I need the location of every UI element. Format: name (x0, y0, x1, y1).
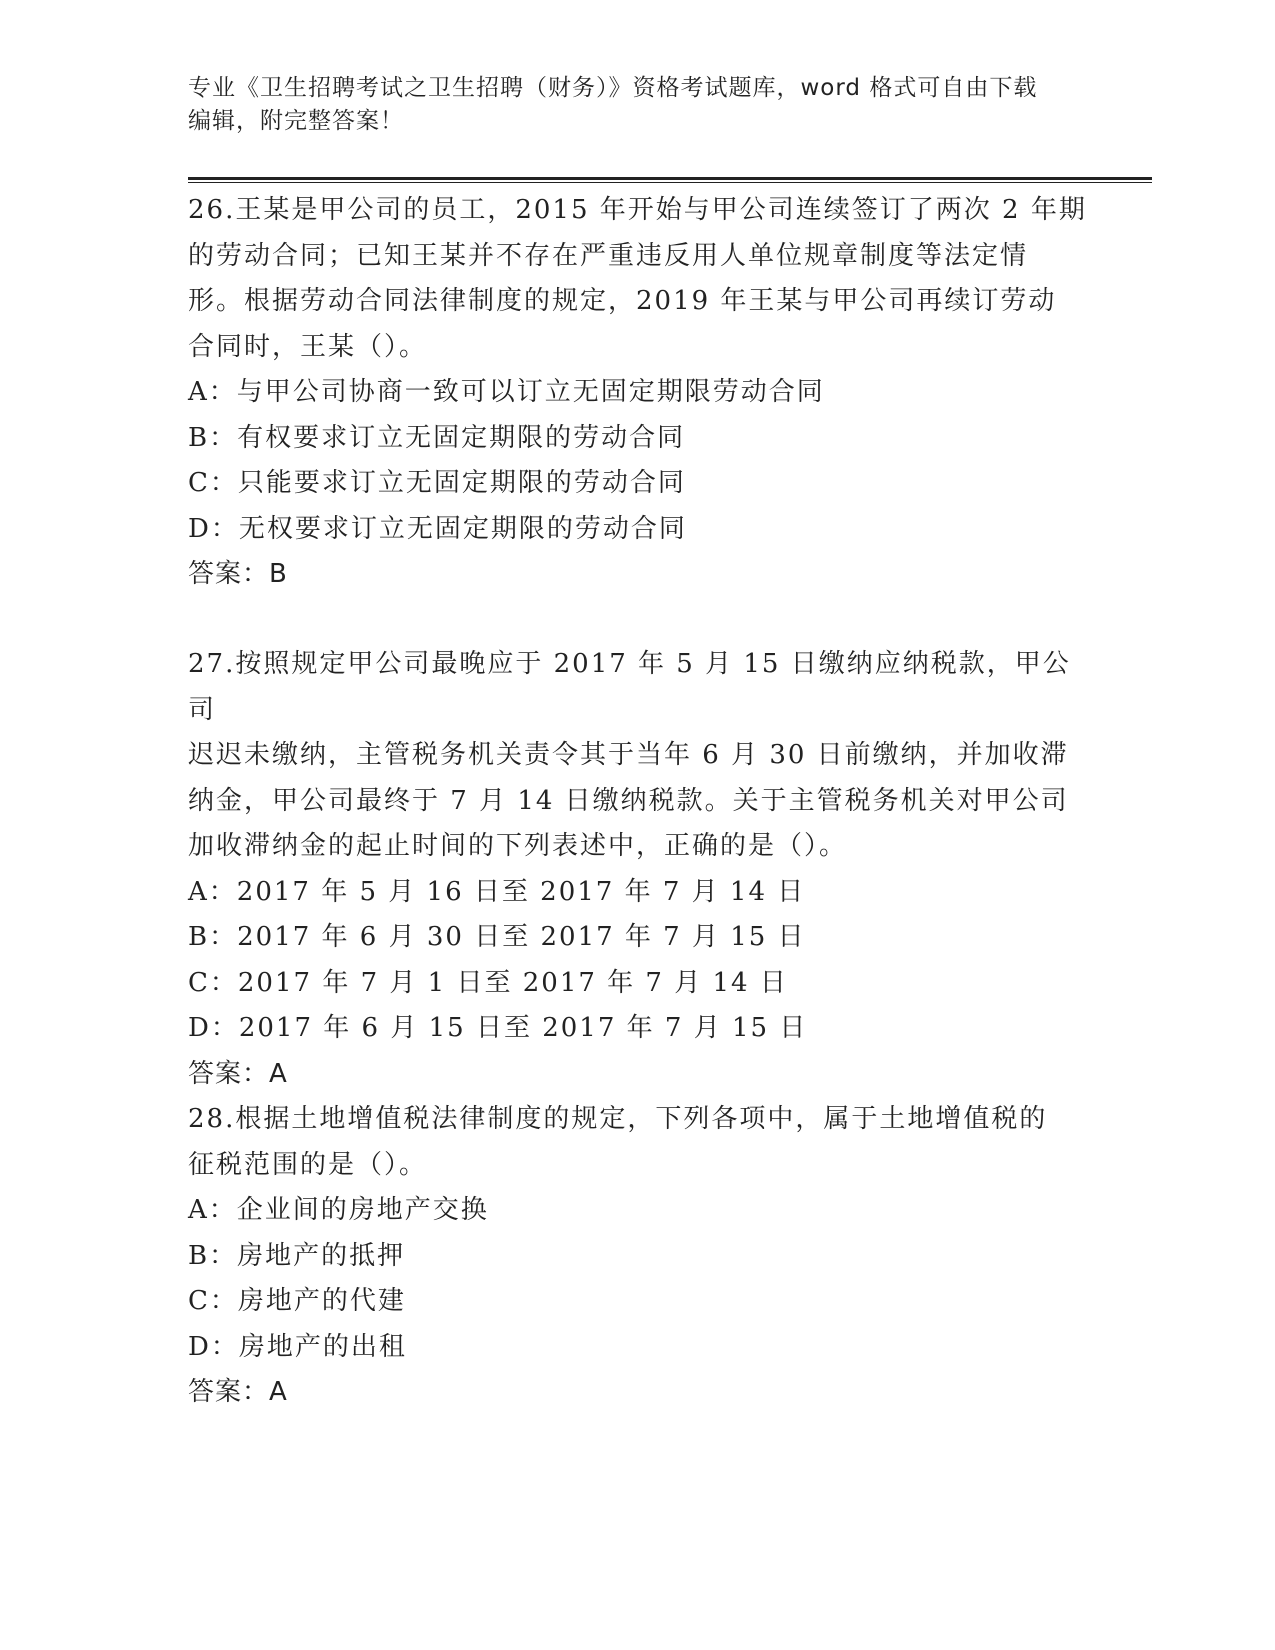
option-c: C：2017 年 7 月 1 日至 2017 年 7 月 14 日 (188, 967, 788, 998)
option-b: B：2017 年 6 月 30 日至 2017 年 7 月 15 日 (188, 922, 806, 952)
option-c: C：房地产的代建 (188, 1286, 406, 1316)
question-stem-line: 纳金，甲公司最终于 7 月 14 日缴纳税款。关于主管税务机关对甲公司 (188, 785, 1069, 816)
answer: 答案：A (188, 1377, 288, 1407)
option-b: B：有权要求订立无固定期限的劳动合同 (188, 422, 686, 453)
option-c: C：只能要求订立无固定期限的劳动合同 (188, 468, 686, 498)
option-b: B：房地产的抵押 (188, 1240, 406, 1271)
header-divider-thin (188, 182, 1152, 183)
answer: 答案：B (188, 559, 288, 589)
header-line: 编辑，附完整答案！ (188, 108, 404, 134)
option-d: D：无权要求订立无固定期限的劳动合同 (188, 513, 687, 544)
question-stem-line: 的劳动合同；已知王某并不存在严重违反用人单位规章制度等法定情 (188, 240, 1029, 271)
question-26 (188, 188, 1088, 598)
option-a: A：企业间的房地产交换 (188, 1195, 489, 1225)
question-28 (188, 1097, 1088, 1416)
option-d: D：2017 年 6 月 15 日至 2017 年 7 月 15 日 (188, 1013, 808, 1043)
option-a: A：2017 年 5 月 16 日至 2017 年 7 月 14 日 (188, 876, 806, 907)
option-d: D：房地产的出租 (188, 1331, 407, 1362)
header-divider (188, 177, 1152, 180)
question-stem-line: 迟迟未缴纳，主管税务机关责令其于当年 6 月 30 日前缴纳，并加收滞 (188, 740, 1069, 770)
header-line: 专业《卫生招聘考试之卫生招聘（财务）》资格考试题库，word 格式可自由下载 (188, 75, 1038, 101)
question-27 (188, 642, 1088, 1097)
question-stem-line: 26.王某是甲公司的员工，2015 年开始与甲公司连续签订了两次 2 年期 (188, 195, 1087, 225)
question-stem-line: 27.按照规定甲公司最晚应于 2017 年 5 月 15 日缴纳应纳税款，甲公司 (188, 649, 1071, 725)
question-stem-line: 28.根据土地增值税法律制度的规定，下列各项中，属于土地增值税的 (188, 1104, 1048, 1134)
answer: 答案：A (188, 1058, 288, 1089)
question-stem-line: 加收滞纳金的起止时间的下列表述中，正确的是（）。 (188, 831, 848, 861)
document-header (188, 72, 1088, 138)
question-stem-line: 征税范围的是（）。 (188, 1149, 428, 1180)
question-stem-line: 合同时，王某（）。 (188, 331, 428, 362)
question-stem-line: 形。根据劳动合同法律制度的规定，2019 年王某与甲公司再续订劳动 (188, 286, 1057, 316)
option-a: A：与甲公司协商一致可以订立无固定期限劳动合同 (188, 377, 825, 407)
